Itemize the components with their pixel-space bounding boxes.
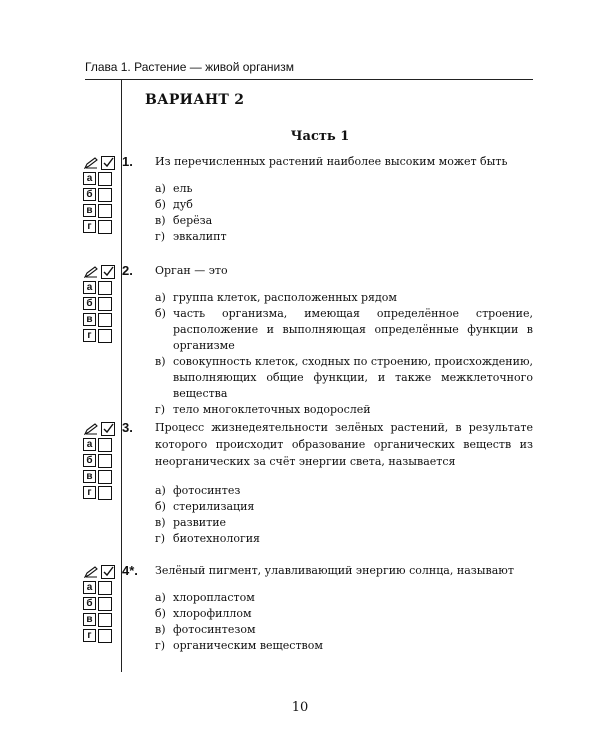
option-item [155,483,533,499]
answer-grid-3 [83,421,115,501]
answer-box-b[interactable] [98,297,112,311]
option-item [155,354,533,402]
option-item [155,197,533,213]
option-letter: б) [155,307,166,320]
options-list [155,483,533,547]
option-item [155,306,533,354]
option-item [155,402,533,418]
option-letter: г) [155,230,166,243]
option-letter: б) [155,607,166,620]
pencil-icon [83,265,99,278]
answer-letter-a: а [83,438,96,451]
option-item [155,606,533,622]
answer-letter-v: в [83,613,96,626]
option-letter: а) [155,484,166,497]
options-list [155,181,533,245]
answer-box-v[interactable] [98,613,112,627]
answer-letter-g: г [83,486,96,499]
answer-grid-1 [83,155,115,235]
answer-letter-b: б [83,188,96,201]
option-item [155,622,533,638]
page-number: 10 [291,700,309,715]
answer-box-a[interactable] [98,281,112,295]
option-text: группа клеток, расположенных рядом [173,291,397,304]
answer-letter-v: в [83,313,96,326]
answer-box-g[interactable] [98,220,112,234]
answer-box-v[interactable] [98,470,112,484]
check-box[interactable] [101,156,115,170]
question-text: Процесс жизнедеятельности зелёных растений, в результате которого происходит образование органических веществ из неорганических за счёт энергии света, называется [155,421,533,468]
option-text: фотосинтез [173,484,241,497]
question-number: 3. [122,420,133,435]
answer-grid-4 [83,564,115,644]
option-text: биотехнология [173,532,260,545]
check-box[interactable] [101,422,115,436]
answer-grid-2 [83,264,115,344]
option-item [155,213,533,229]
answer-letter-a: а [83,281,96,294]
answer-letter-a: а [83,581,96,594]
answer-box-g[interactable] [98,629,112,643]
option-text: стерилизация [173,500,255,513]
answer-letter-b: б [83,597,96,610]
option-text: берёза [173,214,213,227]
option-letter: б) [155,500,166,513]
question-text: Зелёный пигмент, улавливающий энергию солнца, называют [155,564,514,577]
answer-letter-g: г [83,629,96,642]
option-text: хлоропластом [173,591,255,604]
option-text: совокупность клеток, сходных по строению, происхождению, выполняющих общие функции, и также межклеточного вещества [173,355,534,400]
option-item [155,515,533,531]
answer-box-b[interactable] [98,597,112,611]
options-list [155,290,533,418]
option-item [155,290,533,306]
pencil-icon [83,422,99,435]
option-item [155,590,533,606]
option-letter: б) [155,198,166,211]
check-box[interactable] [101,565,115,579]
answer-box-v[interactable] [98,204,112,218]
check-box[interactable] [101,265,115,279]
answer-box-g[interactable] [98,486,112,500]
option-letter: а) [155,591,166,604]
answer-letter-g: г [83,329,96,342]
answer-box-a[interactable] [98,581,112,595]
option-text: органическим веществом [173,639,323,652]
question-number: 1. [122,154,133,169]
pencil-icon [83,565,99,578]
option-letter: г) [155,403,166,416]
answer-box-a[interactable] [98,172,112,186]
option-item [155,638,533,654]
option-letter: в) [155,623,166,636]
pencil-icon [83,156,99,169]
option-text: фотосинтезом [173,623,256,636]
option-letter: а) [155,182,166,195]
option-text: дуб [173,198,193,211]
question-text: Орган — это [155,264,228,277]
answer-letter-v: в [83,470,96,483]
header-rule [85,79,533,80]
question-number: 4*. [122,563,138,578]
option-text: эвкалипт [173,230,227,243]
answer-box-v[interactable] [98,313,112,327]
option-letter: г) [155,532,166,545]
option-text: тело многоклеточных водорослей [173,403,371,416]
option-text: ель [173,182,193,195]
question-text: Из перечисленных растений наиболее высоким может быть [155,155,508,168]
option-letter: в) [155,516,166,529]
option-text: часть организма, имеющая определённое строение, расположение и выполняющая определённые функции в организме [173,307,533,352]
option-item [155,229,533,245]
option-letter: в) [155,355,166,368]
option-letter: г) [155,639,166,652]
answer-letter-g: г [83,220,96,233]
answer-box-a[interactable] [98,438,112,452]
chapter-header: Глава 1. Растение — живой организм [85,60,294,74]
answer-letter-a: а [83,172,96,185]
answer-letter-v: в [83,204,96,217]
option-letter: в) [155,214,166,227]
option-text: развитие [173,516,227,529]
answer-box-b[interactable] [98,188,112,202]
variant-title: ВАРИАНТ 2 [145,92,245,108]
answer-box-g[interactable] [98,329,112,343]
option-text: хлорофиллом [173,607,252,620]
options-list [155,590,533,654]
option-item [155,499,533,515]
answer-letter-b: б [83,454,96,467]
answer-box-b[interactable] [98,454,112,468]
option-letter: а) [155,291,166,304]
part-title: Часть 1 [290,129,350,144]
answer-letter-b: б [83,297,96,310]
question-number: 2. [122,263,133,278]
option-item [155,531,533,547]
option-item [155,181,533,197]
